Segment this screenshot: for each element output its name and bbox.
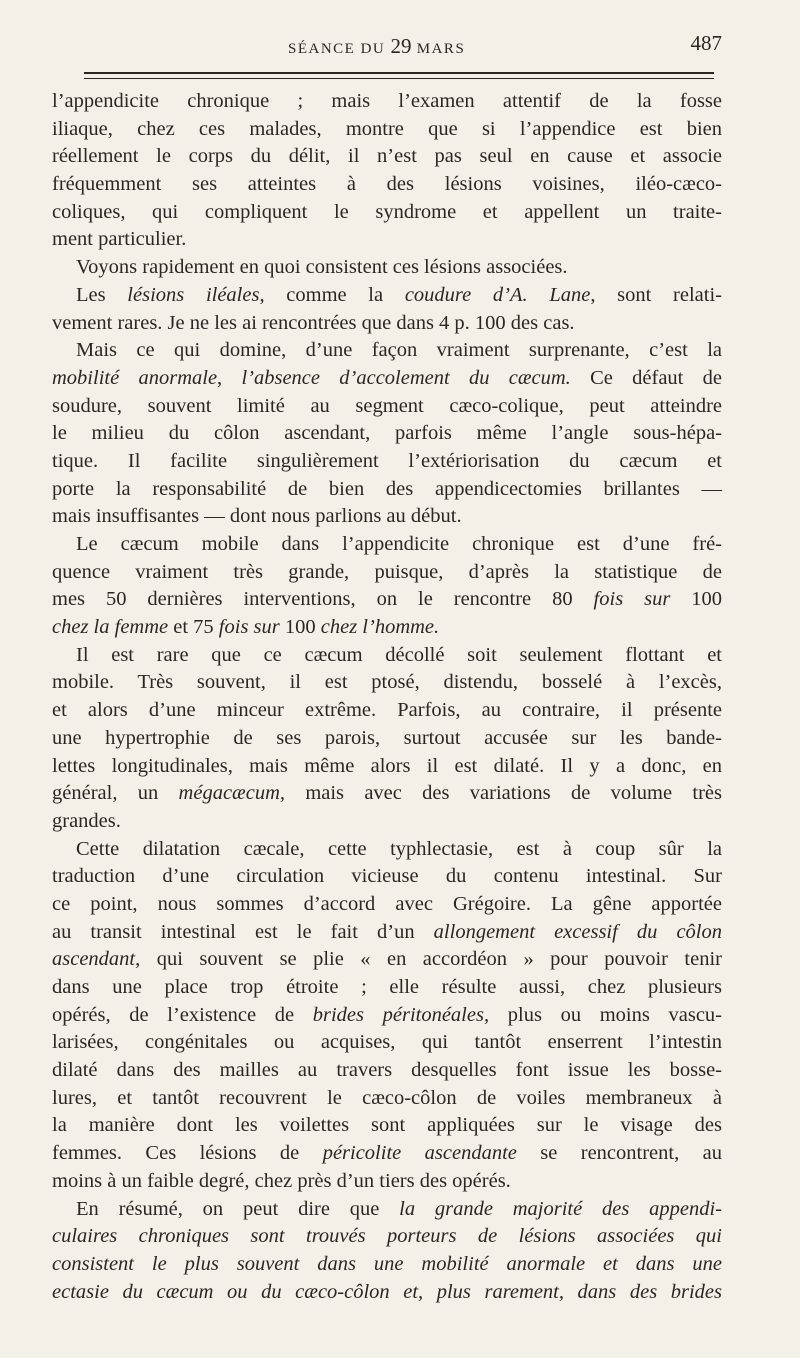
text-segment: et 75 bbox=[168, 616, 219, 639]
text-segment: l’appendicite chronique ; mais l’examen attentif de la fosse bbox=[52, 90, 722, 112]
header-title-month: MARS bbox=[411, 41, 466, 57]
text-segment: , plus ou moins vascu- bbox=[483, 1003, 722, 1026]
text-segment: moins à un faible degré, chez près d’un tiers des opérés. bbox=[52, 1169, 511, 1192]
text-segment: Voyons rapidement en quoi consistent ces lésions associées. bbox=[76, 256, 568, 279]
text-line bbox=[52, 614, 722, 642]
text-line bbox=[52, 586, 722, 614]
text-line bbox=[52, 753, 722, 781]
text-segment: Cette dilatation cæcale, cette typhlectasie, est à coup sûr la bbox=[76, 837, 722, 860]
text-line bbox=[52, 946, 722, 974]
body-text bbox=[52, 88, 722, 1306]
text-line bbox=[52, 171, 722, 199]
text-line bbox=[52, 393, 722, 421]
italic-text: mégacæcum bbox=[178, 782, 280, 805]
text-segment: une hypertrophie de ses parois, surtout accusée sur les bande- bbox=[52, 726, 722, 749]
text-segment: mes 50 dernières interventions, on le rencontre 80 bbox=[52, 588, 594, 611]
italic-text: ectasie du cæcum ou du cæco-côlon et, plus rarement, dans des brides bbox=[52, 1280, 722, 1303]
text-line bbox=[52, 863, 722, 891]
text-segment: ment particulier. bbox=[52, 228, 187, 251]
text-line bbox=[52, 420, 722, 448]
text-segment: , mais avec des variations de volume très bbox=[279, 782, 722, 805]
text-line bbox=[52, 1251, 722, 1279]
text-line bbox=[52, 725, 722, 753]
text-line bbox=[52, 808, 722, 836]
text-line bbox=[52, 1002, 722, 1030]
italic-text: lésions iléales bbox=[127, 283, 260, 306]
text-segment: , comme la bbox=[259, 283, 405, 306]
text-line bbox=[52, 1140, 722, 1168]
text-segment: lettes longitudinales, mais même alors il est dilaté. Il y a donc, en bbox=[52, 754, 722, 777]
text-segment: iliaque, chez ces malades, montre que si l’appendice est bien bbox=[52, 117, 722, 140]
text-line bbox=[52, 1279, 722, 1307]
text-line bbox=[52, 503, 722, 531]
text-segment: général, un bbox=[52, 782, 179, 805]
text-line bbox=[52, 1029, 722, 1057]
text-segment: larisées, congénitales ou acquises, qui tantôt enserrent l’intestin bbox=[52, 1031, 722, 1054]
text-line bbox=[52, 365, 722, 393]
text-segment: au transit intestinal est le fait d’un bbox=[52, 920, 434, 943]
text-line bbox=[52, 116, 722, 144]
text-segment: soudure, souvent limité au segment cæco-colique, peut atteindre bbox=[52, 394, 722, 417]
text-segment: lures, et tantôt recouvrent le cæco-côlon de voiles membraneux à bbox=[52, 1086, 722, 1109]
page-number: 487 bbox=[690, 31, 722, 55]
text-line bbox=[52, 1223, 722, 1251]
text-line bbox=[52, 1085, 722, 1113]
text-segment: dans une place trop étroite ; elle résulte aussi, chez plusieurs bbox=[52, 976, 722, 998]
text-segment: Le cæcum mobile dans l’appendicite chronique est d’une fré- bbox=[76, 533, 722, 555]
header-title bbox=[288, 34, 465, 59]
text-line bbox=[52, 642, 722, 670]
text-segment: traduction d’une circulation vicieuse du contenu intestinal. Sur bbox=[52, 865, 722, 888]
text-segment: 100 bbox=[279, 616, 321, 639]
text-line bbox=[52, 448, 722, 476]
text-segment: le milieu du côlon ascendant, parfois même l’angle sous-hépa- bbox=[52, 422, 722, 445]
text-segment: vement rares. Je ne les ai rencontrées que dans 4 p. 100 des cas. bbox=[52, 311, 575, 334]
text-segment: Ce défaut de bbox=[570, 366, 722, 389]
text-line bbox=[52, 919, 722, 947]
text-line bbox=[52, 199, 722, 227]
text-line bbox=[52, 1057, 722, 1085]
text-segment: 100 bbox=[670, 588, 723, 611]
text-line bbox=[52, 143, 722, 171]
italic-text: l’absence d’accolement du cæcum. bbox=[241, 366, 571, 389]
text-line bbox=[52, 891, 722, 919]
text-segment: fréquemment ses atteintes à des lésions voisines, iléo-cæco- bbox=[52, 173, 722, 196]
header-rule-thick bbox=[84, 72, 714, 74]
text-segment: Les bbox=[76, 283, 128, 306]
text-segment: la manière dont les voilettes sont appliquées sur le visage des bbox=[52, 1114, 722, 1137]
text-line bbox=[52, 1112, 722, 1140]
text-line bbox=[52, 1168, 722, 1196]
text-segment: quence vraiment très grande, puisque, d’après la statistique de bbox=[52, 560, 722, 583]
header-title-day: 29 bbox=[390, 34, 412, 58]
text-segment: tique. Il facilite singulièrement l’extériorisation du cæcum et bbox=[52, 449, 722, 472]
text-segment: Il est rare que ce cæcum décollé soit seulement flottant et bbox=[76, 643, 722, 666]
text-line bbox=[52, 531, 722, 559]
text-segment: ce point, nous sommes d’accord avec Grégoire. La gêne apportée bbox=[52, 892, 722, 915]
text-line bbox=[52, 669, 722, 697]
italic-text: chez l’homme. bbox=[320, 616, 440, 639]
text-segment: Mais ce qui domine, d’une façon vraiment surprenante, c’est la bbox=[76, 339, 722, 362]
header-rule-thin bbox=[84, 78, 714, 79]
text-line bbox=[52, 337, 722, 365]
text-segment: se rencontrent, au bbox=[516, 1142, 722, 1165]
header-title-prefix: SÉANCE DU bbox=[288, 41, 391, 57]
italic-text: chez la femme bbox=[52, 616, 169, 639]
italic-text: brides péritonéales bbox=[312, 1003, 484, 1026]
text-segment: réellement le corps du délit, il n’est pas seul en cause et associe bbox=[52, 145, 722, 168]
text-line bbox=[52, 88, 722, 116]
text-segment: , qui souvent se plie « en accordéon » pour pouvoir tenir bbox=[135, 948, 722, 971]
text-line bbox=[52, 254, 722, 282]
italic-text: culaires chroniques sont trouvés porteurs de lésions associées qui bbox=[52, 1225, 722, 1248]
text-segment: et alors d’une minceur extrême. Parfois, au contraire, il présente bbox=[52, 699, 722, 722]
italic-text: ascendant bbox=[52, 948, 136, 971]
text-line bbox=[52, 310, 722, 338]
text-segment: opérés, de l’existence de bbox=[52, 1003, 313, 1026]
running-header bbox=[52, 31, 722, 60]
text-segment: mais insuffisantes — dont nous parlions au début. bbox=[52, 505, 462, 528]
text-segment: , bbox=[217, 366, 242, 389]
text-segment: femmes. Ces lésions de bbox=[52, 1142, 323, 1165]
italic-text: consistent le plus souvent dans une mobilité anormale et dans une bbox=[52, 1252, 722, 1275]
text-segment: En résumé, on peut dire que bbox=[76, 1197, 400, 1220]
text-line bbox=[52, 780, 722, 808]
text-line bbox=[52, 282, 722, 310]
text-segment: porte la responsabilité de bien des appendicectomies brillantes — bbox=[52, 477, 722, 500]
text-segment: mobile. Très souvent, il est ptosé, distendu, bosselé à l’excès, bbox=[52, 671, 722, 694]
text-line bbox=[52, 559, 722, 587]
italic-text: allongement excessif du côlon bbox=[433, 920, 722, 943]
italic-text: fois sur bbox=[593, 588, 671, 611]
text-segment: dilaté dans des mailles au travers desquelles font issue les bosse- bbox=[52, 1059, 722, 1082]
italic-text: mobilité anormale bbox=[52, 366, 218, 389]
italic-text: péricolite ascendante bbox=[322, 1142, 517, 1165]
text-segment: grandes. bbox=[52, 809, 121, 832]
italic-text: la grande majorité des appendi- bbox=[399, 1197, 722, 1220]
book-page bbox=[52, 0, 722, 1358]
text-line bbox=[52, 226, 722, 254]
text-segment: , sont relati- bbox=[590, 283, 722, 306]
text-line bbox=[52, 836, 722, 864]
text-line bbox=[52, 697, 722, 725]
text-line bbox=[52, 476, 722, 504]
text-segment: coliques, qui compliquent le syndrome et appellent un traite- bbox=[52, 200, 722, 223]
italic-text: fois sur bbox=[218, 616, 280, 639]
text-line bbox=[52, 1196, 722, 1224]
italic-text: coudure d’A. Lane bbox=[404, 283, 591, 306]
text-line bbox=[52, 974, 722, 1002]
